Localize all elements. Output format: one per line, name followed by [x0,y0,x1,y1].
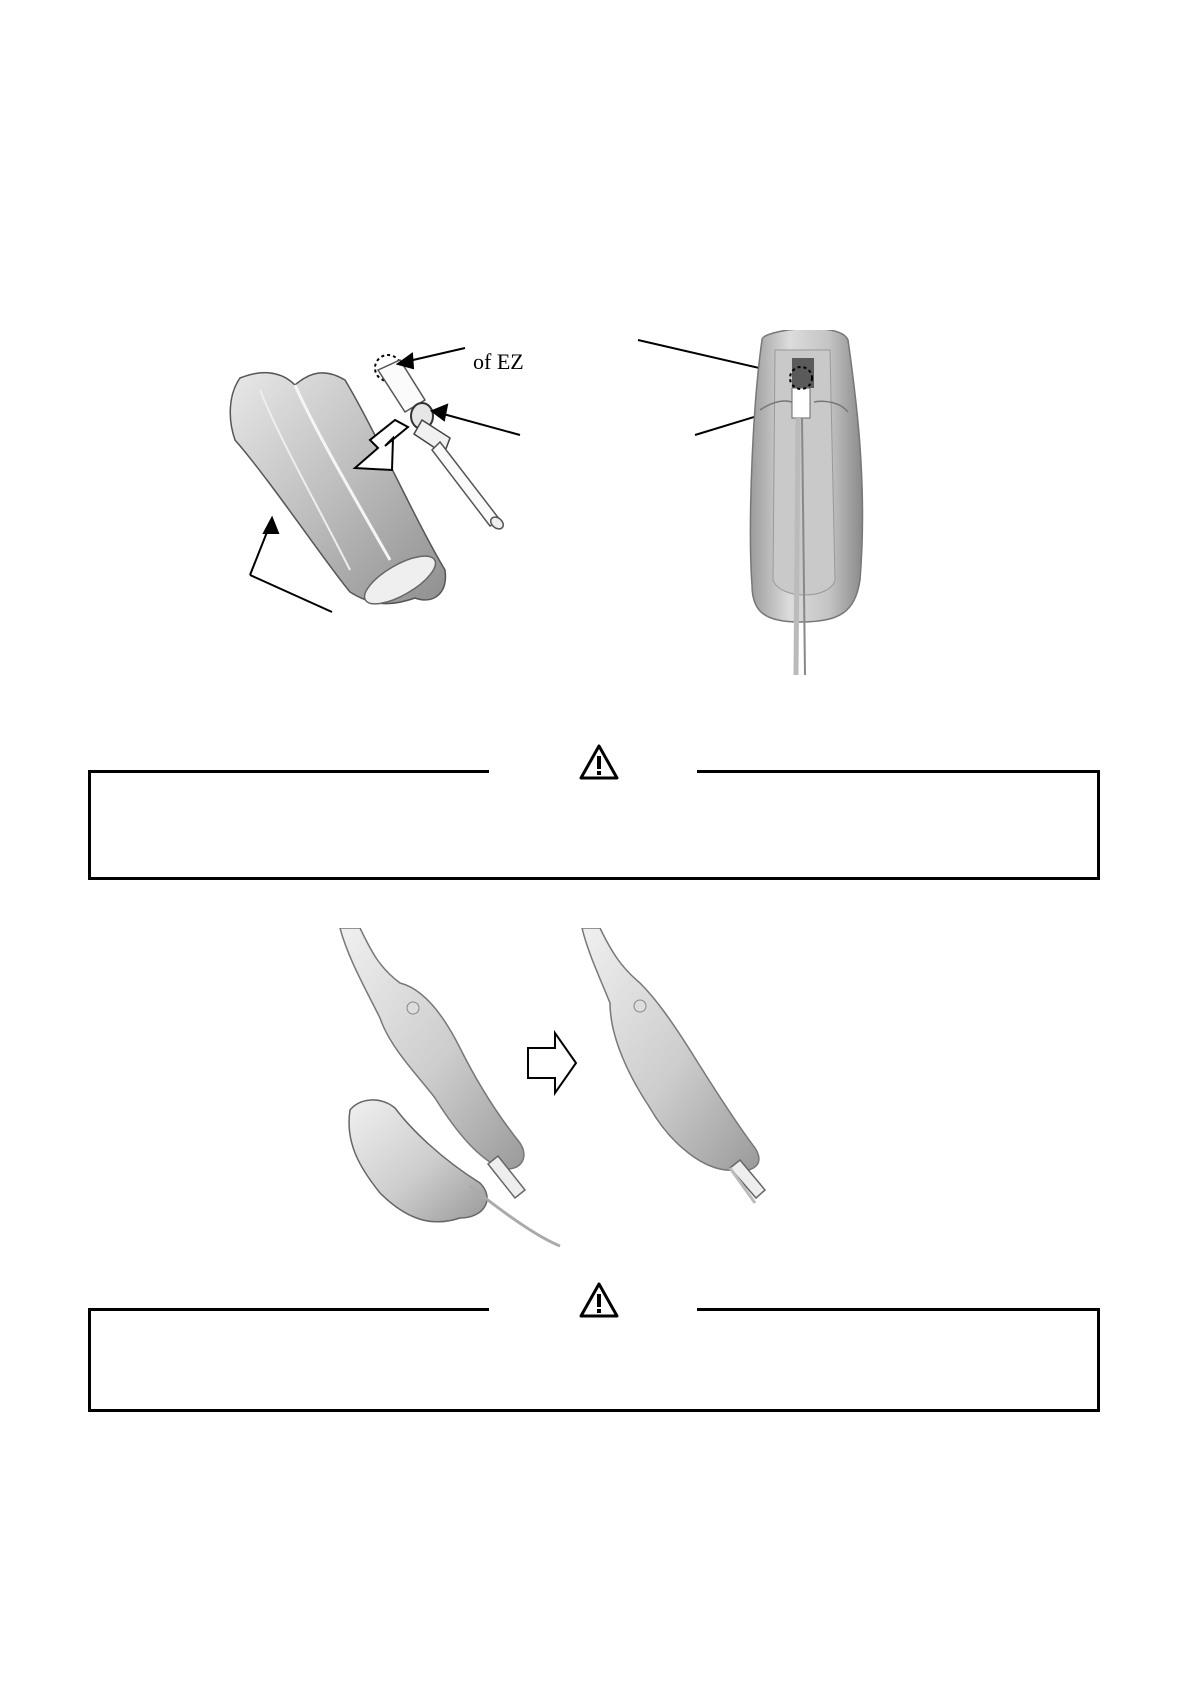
probe-insertion-sequence [310,928,850,1258]
callout-label-top: of EZ [473,349,524,374]
bottom-figure [310,928,850,1258]
warning-triangle-icon [578,743,620,781]
probe-cover-diagram [200,330,945,730]
top-figure [200,330,945,730]
next-step-arrow [528,1033,576,1093]
warning-triangle-icon [578,1281,620,1319]
warning-box-2 [88,1308,1100,1412]
probe-after-insertion [582,928,765,1203]
probe-cover-front-view [750,330,862,675]
warning-box-1 [88,770,1100,880]
